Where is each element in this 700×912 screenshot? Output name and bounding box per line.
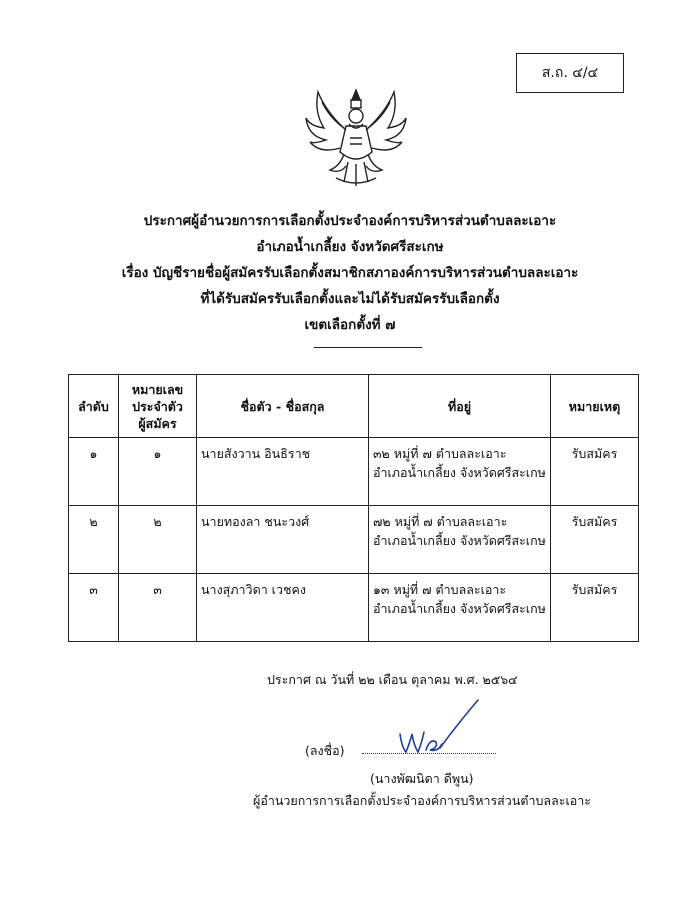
candidate-table bbox=[68, 374, 639, 642]
cell-order: ๓ bbox=[69, 574, 119, 642]
signer-name: (นางพัฒนิดา ดีพูน) bbox=[370, 771, 474, 786]
header-address: ที่อยู่ bbox=[369, 375, 551, 438]
cell-address bbox=[369, 438, 551, 506]
cell-order: ๑ bbox=[69, 438, 119, 506]
heading-location: อำเภอน้ำเกลี้ยง จังหวัดศรีสะเกษ bbox=[256, 239, 444, 255]
address-line2: อำเภอน้ำเกลี้ยง จังหวัดศรีสะเกษ bbox=[373, 465, 546, 480]
cell-number: ๓ bbox=[119, 574, 197, 642]
header-number-line1: หมายเลข bbox=[131, 381, 184, 397]
table-row bbox=[69, 438, 639, 506]
address-line1: ๑๓ หมู่ที่ ๗ ตำบลละเอาะ bbox=[373, 582, 507, 597]
table-row bbox=[69, 506, 639, 574]
cell-order: ๒ bbox=[69, 506, 119, 574]
handwritten-signature bbox=[394, 696, 484, 762]
header-number bbox=[119, 375, 197, 438]
announce-date: ประกาศ ณ วันที่ ๒๒ เดือน ตุลาคม พ.ศ. ๒๕๖๔ bbox=[267, 672, 518, 687]
header-order: ลำดับ bbox=[69, 375, 119, 438]
cell-number: ๒ bbox=[119, 506, 197, 574]
heading-district: เขตเลือกตั้งที่ ๗ bbox=[304, 317, 396, 333]
form-code: ส.ถ. ๔/๔ bbox=[541, 65, 599, 81]
cell-remark: รับสมัคร bbox=[551, 438, 639, 506]
address-line1: ๗๒ หมู่ที่ ๗ ตำบลละเอาะ bbox=[373, 514, 508, 529]
address-line1: ๓๒ หมู่ที่ ๗ ตำบลละเอาะ bbox=[373, 446, 507, 461]
signer-position: ผู้อำนวยการการเลือกตั้งประจำองค์การบริหารส่วนตำบลละเอาะ bbox=[253, 793, 591, 808]
cell-remark: รับสมัคร bbox=[551, 506, 639, 574]
table-row bbox=[69, 574, 639, 642]
table-header-row bbox=[69, 375, 639, 438]
cell-address bbox=[369, 574, 551, 642]
heading-subject-cont: ที่ได้รับสมัครรับเลือกตั้งและไม่ได้รับสมัครรับเลือกตั้ง bbox=[200, 291, 500, 307]
heading-announcer: ประกาศผู้อำนวยการการเลือกตั้งประจำองค์การบริหารส่วนตำบลละเอาะ bbox=[143, 213, 557, 229]
cell-number: ๑ bbox=[119, 438, 197, 506]
header-name: ชื่อตัว - ชื่อสกุล bbox=[197, 375, 369, 438]
form-code-box bbox=[516, 53, 624, 93]
header-number-line3: ผู้สมัคร bbox=[138, 415, 177, 431]
cell-address bbox=[369, 506, 551, 574]
sign-label: (ลงชื่อ) bbox=[305, 743, 345, 758]
cell-name: นายสังวาน อินธิราช bbox=[197, 438, 369, 506]
heading-divider bbox=[314, 347, 422, 348]
address-line2: อำเภอน้ำเกลี้ยง จังหวัดศรีสะเกษ bbox=[373, 601, 546, 616]
cell-name: นายทองลา ชนะวงศ์ bbox=[197, 506, 369, 574]
heading-subject: เรื่อง บัญชีรายชื่อผู้สมัครรับเลือกตั้งสมาชิกสภาองค์การบริหารส่วนตำบลละเอาะ bbox=[121, 265, 579, 281]
cell-name: นางสุภาวิดา เวชคง bbox=[197, 574, 369, 642]
address-line2: อำเภอน้ำเกลี้ยง จังหวัดศรีสะเกษ bbox=[373, 533, 546, 548]
cell-remark: รับสมัคร bbox=[551, 574, 639, 642]
header-number-line2: ประจำตัว bbox=[132, 398, 183, 414]
header-remark: หมายเหตุ bbox=[551, 375, 639, 438]
garuda-emblem-icon bbox=[300, 82, 412, 190]
